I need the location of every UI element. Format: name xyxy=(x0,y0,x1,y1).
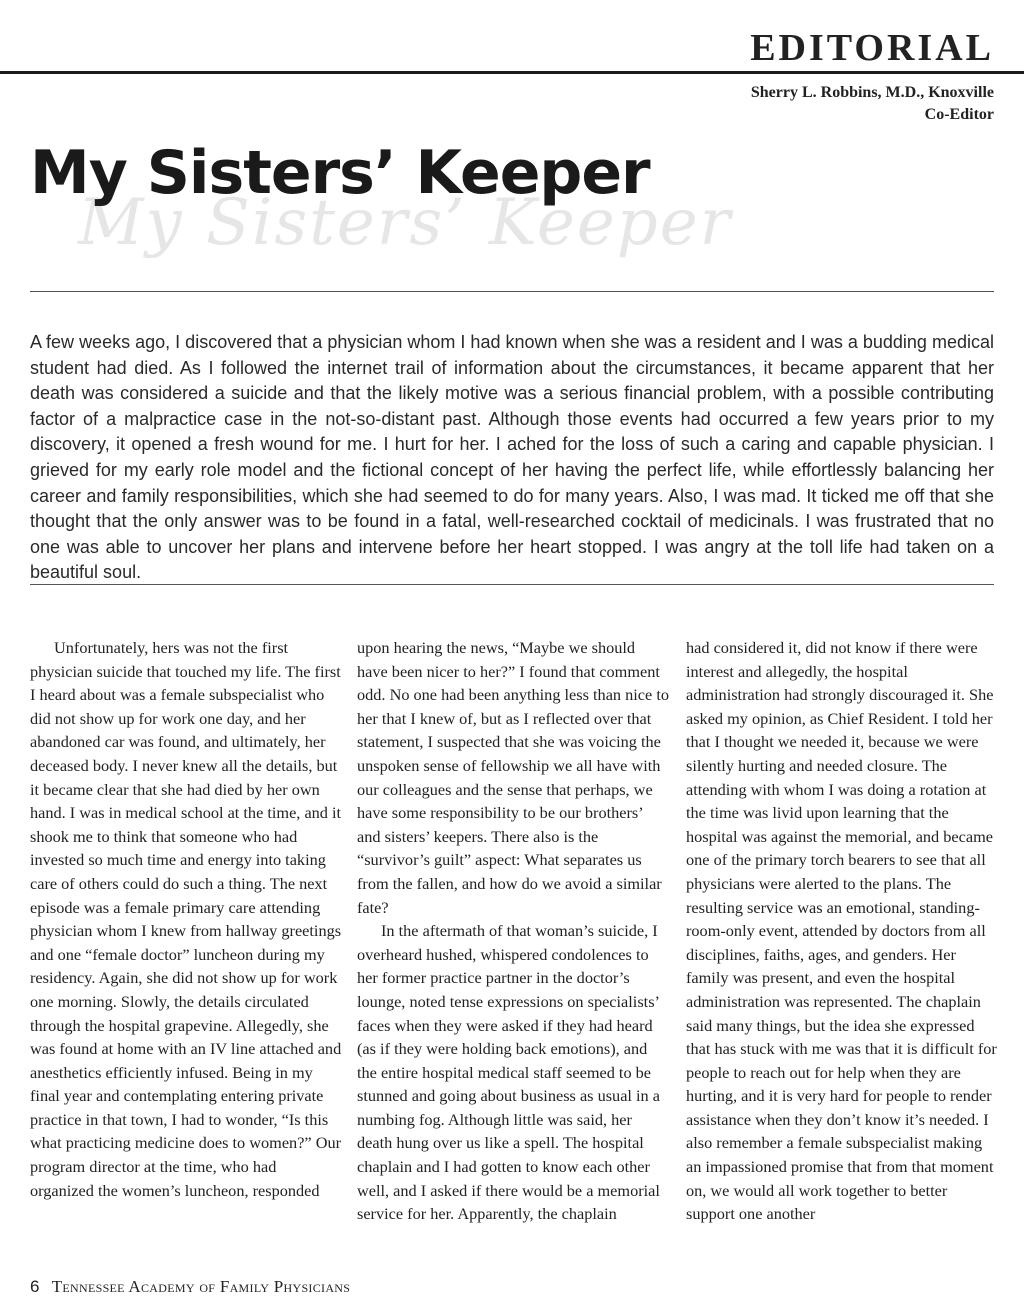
body-paragraph: had considered it, did not know if there were interest and allegedly, the hospital administration had strongly discouraged it. She asked my opinion, as Chief Resident. I told her that I thought we needed it, because we were silently hurting and needed closure. The attending with whom I was doing a rotation at the time was livid upon learning that the hospital was against the memorial, and became one of the primary torch bearers to see that all physicians were alerted to the plans. The resulting service was an emotional, standing-room-only event, attended by doctors from all disciplines, faiths, ages, and genders. Her family was present, and even the hospital administration was represented. The chaplain said many things, but the idea she expressed that has stuck with me was that it is difficult for people to reach out for help when they are hurting, and it is very hard for people to render assistance when they don’t know it’s needed. I also remember a female subspecialist making an impassioned promise that from that moment on, we would all work together to better support one another xyxy=(686,638,997,1224)
divider-bottom xyxy=(30,584,994,585)
author-role: Co-Editor xyxy=(924,106,994,123)
body-column-2 xyxy=(357,636,669,1226)
body-column-1 xyxy=(30,636,342,1202)
body-column-3 xyxy=(686,636,998,1226)
body-paragraph: In the aftermath of that woman’s suicide, I overheard hushed, whispered condolences to her former practice partner in the doctor’s lounge, noted tense expressions on specialists’ faces when they were asked if they had heard (as if they were holding back emotions), and the entire hospital medical staff seemed to be stunned and going about business as usual in a numbing fog. Although little was said, her death hung over us like a spell. The hospital chaplain and I had gotten to know each other well, and I asked if there would be a memorial service for her. Apparently, the chaplain xyxy=(357,921,660,1224)
body-paragraph: upon hearing the news, “Maybe we should have been nicer to her?” I found that comment odd. No one had been anything less than nice to her that I knew of, but as I reflected over that statement, I suspected that she was voicing the unspoken sense of fellowship we all have with our colleagues and the sense that perhaps, we have some responsibility to be our brothers’ and sisters’ keepers. There also is the “survivor’s guilt” aspect: What separates us from the fallen, and how do we avoid a similar fate? xyxy=(357,638,669,917)
lede-block xyxy=(30,330,994,586)
header-rule xyxy=(0,71,1024,74)
page-footer xyxy=(30,1277,350,1297)
byline xyxy=(751,82,994,126)
publication-name: Tennessee Academy of Family Physicians xyxy=(51,1277,351,1296)
author-name: Sherry L. Robbins, M.D., Knoxville xyxy=(750,84,994,101)
title-watermark: My Sisters’ Keeper xyxy=(78,186,733,260)
page-number: 6 xyxy=(30,1277,40,1296)
article-title: My Sisters’ Keeper xyxy=(30,138,650,208)
body-paragraph: Unfortunately, hers was not the first physician suicide that touched my life. The first I heard about was a female subspecialist who did not show up for work one day, and her abandoned car was found, and ultimately, her deceased body. I never knew all the details, but it became clear that she had died by her own hand. I was in medical school at the time, and it shook me to think that someone who had invested so much time and energy into taking care of others could do such a thing. The next episode was a female primary care attending physician whom I knew from hallway greetings and one “female doctor” luncheon during my residency. Again, she did not show up for work one morning. Slowly, the details circulated through the hospital grapevine. Allegedly, she was found at home with an IV line attached and anesthetics efficiently infused. Being in my final year and contemplating entering private practice in that town, I had to wonder, “Is this what practicing medicine does to women?” Our program director at the time, who had organized the women’s luncheon, responded xyxy=(30,638,342,1200)
lede-paragraph: A few weeks ago, I discovered that a physician whom I had known when she was a resident and I was a budding medical student had died. As I followed the internet trail of information about the circumstances, it became apparent that her death was considered a suicide and that the likely motive was a serious financial problem, with a possible contributing factor of a malpractice case in the not-so-distant past. Although those events had occurred a few years prior to my discovery, it opened a fresh wound for me. I hurt for her. I ached for the loss of such a caring and capable physician. I grieved for my early role model and the fictional concept of her having the perfect life, while effortlessly balancing her career and family responsibilities, which she had seemed to do for many years. Also, I was mad. It ticked me off that she thought that the only answer was to be found in a fatal, well-researched cocktail of medicinals. I was frustrated that no one was able to uncover her plans and intervene before her heart stopped. I was angry at the toll life had taken on a beautiful soul. xyxy=(30,332,994,583)
divider-top xyxy=(30,291,994,292)
section-label: EDITORIAL xyxy=(750,27,994,69)
